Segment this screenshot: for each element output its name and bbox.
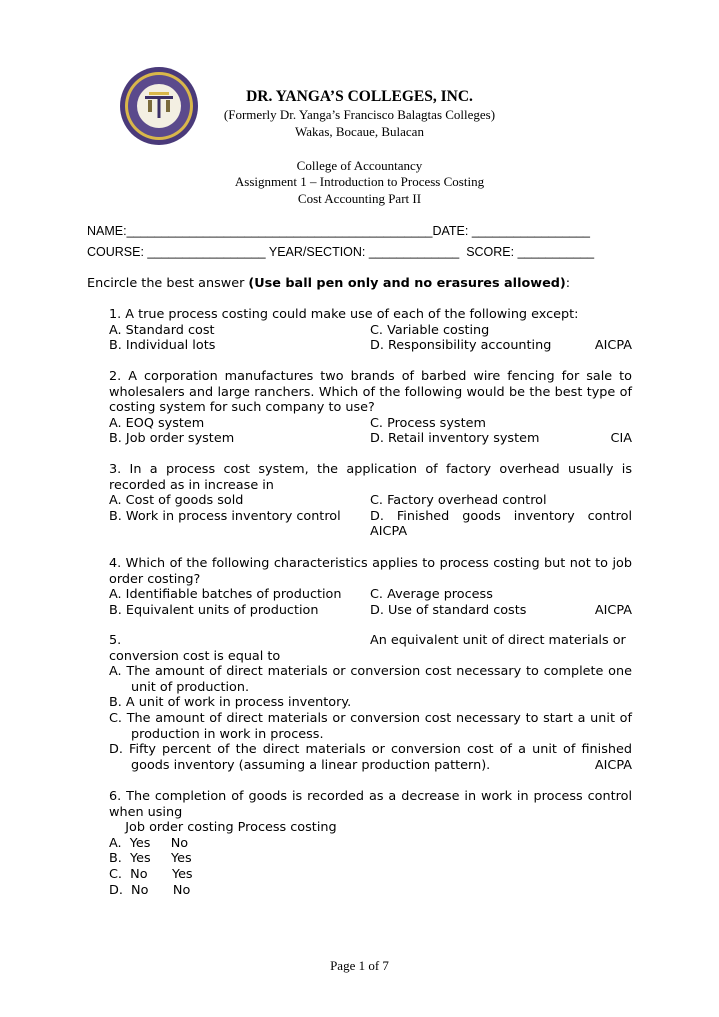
column-headers: Job order costing Process costing [109,820,337,836]
question-2 [109,369,632,447]
option-c[interactable]: C. Process system [370,415,486,431]
option-d-text: D. Fifty percent of the direct materials or conversion cost of a unit of finished goods inventory (assuming a linear production pattern). [109,742,632,773]
question-source: CIA [610,431,632,447]
option-a[interactable]: A. Identifiable batches of production [109,587,342,603]
question-source: AICPA [594,602,632,618]
option-b[interactable]: B. Work in process inventory control [109,508,341,524]
course-title: Cost Accounting Part II [297,191,422,206]
question-stem: 6. The completion of goods is recorded as a decrease in work in process control when using [109,789,632,820]
option-d[interactable]: D. Retail inventory system [370,431,540,447]
question-source: AICPA [594,757,632,773]
question-stem: 3. In a process cost system, the application of factory overhead usually is recorded as in increase in [109,462,632,493]
option-a[interactable]: A. Yes No [109,835,189,851]
question-stem-continued: conversion cost is equal to [109,648,281,664]
option-b[interactable]: B. Yes Yes [109,851,192,867]
question-5 [109,633,632,773]
option-d[interactable]: D. Use of standard costs [370,602,527,618]
question-number: 5. [109,633,122,648]
option-b[interactable]: B. Job order system [109,431,235,447]
course-year-score-field[interactable]: COURSE: _________________ YEAR/SECTION: _____________ SCORE: ___________ [87,245,595,259]
page-number: Page 1 of 7 [330,958,389,973]
option-d[interactable]: D. Finished goods inventory control [370,508,632,524]
option-a[interactable]: A. The amount of direct materials or conversion cost necessary to complete one unit of production. [109,664,632,695]
option-d[interactable]: D. Responsibility accounting [370,338,552,354]
option-c[interactable]: C. Variable costing [370,322,490,338]
question-stem: 1. A true process costing could make use of each of the following except: [109,307,579,322]
question-stem: 2. A corporation manufactures two brands of barbed wire fencing for sale to wholesalers and large ranchers. Which of the following would be the best type of costing system for such company to use? [109,369,632,416]
assignment-title: Assignment 1 – Introduction to Process Costing [234,174,485,189]
school-name: DR. YANGA’S COLLEGES, INC. [246,88,473,105]
question-source: AICPA [594,338,632,354]
option-a[interactable]: A. Cost of goods sold [109,493,244,509]
instructions-end: : [565,276,571,291]
option-b[interactable]: B. A unit of work in process inventory. [109,695,352,711]
college-name: College of Accountancy [296,158,423,173]
option-d[interactable] [109,742,632,773]
question-6 [109,789,632,898]
instructions-bold: (Use ball pen only and no erasures allowed) [248,276,566,291]
name-date-field[interactable]: NAME:____________________________________________DATE: _________________ [87,224,591,238]
question-stem: An equivalent unit of direct materials or [370,633,626,648]
option-c[interactable]: C. No Yes [109,866,193,882]
option-c[interactable]: C. Factory overhead control [370,493,547,509]
option-c[interactable]: C. The amount of direct materials or conversion cost necessary to start a unit of production in work in process. [109,710,632,742]
instructions [87,276,570,291]
former-name: (Formerly Dr. Yanga’s Francisco Balagtas Colleges) [223,107,496,122]
option-a[interactable]: A. Standard cost [109,322,215,338]
option-c[interactable]: C. Average process [370,587,493,603]
option-d[interactable]: D. No No [109,882,191,898]
instructions-text: Encircle the best answer [87,276,249,291]
option-b[interactable]: B. Equivalent units of production [109,602,319,618]
question-3 [109,462,632,540]
question-1 [109,307,632,354]
question-stem: 4. Which of the following characteristics applies to process costing but not to job order costing? [109,556,632,587]
question-source: AICPA [370,524,408,540]
school-address: Wakas, Bocaue, Bulacan [295,124,424,139]
option-a[interactable]: A. EOQ system [109,415,205,431]
question-4 [109,556,632,618]
option-b[interactable]: B. Individual lots [109,338,216,354]
